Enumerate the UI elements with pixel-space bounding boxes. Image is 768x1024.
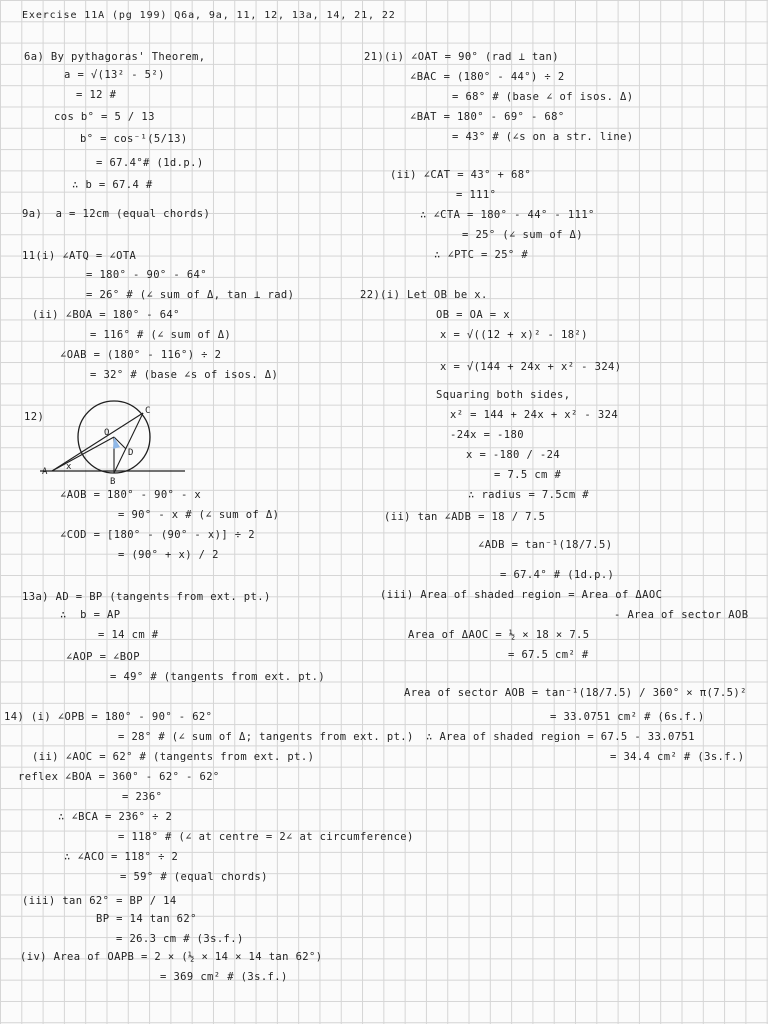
q22-line-12: ∠ADB = tan⁻¹(18/7.5) (478, 539, 613, 551)
q14-line-6: ∴ ∠BCA = 236° ÷ 2 (58, 811, 173, 823)
q13a-line-1: 13a) AD = BP (tangents from ext. pt.) (22, 591, 271, 603)
q21-line-4: ∠BAT = 180° - 69° - 68° (410, 111, 565, 123)
q21-line-2: ∠BAC = (180° - 44°) ÷ 2 (410, 71, 565, 83)
q11-line-1: 11(i) ∠ATQ = ∠OTA (22, 250, 137, 262)
q14-line-2: = 28° # (∠ sum of Δ; tangents from ext. pt.) (118, 731, 414, 743)
q12-line-1: ∠AOB = 180° - 90° - x (60, 489, 202, 501)
diagram-label-b: B (110, 477, 116, 487)
q14-line-14: = 369 cm² # (3s.f.) (160, 971, 288, 983)
q21-line-3: = 68° # (base ∠ of isos. Δ) (452, 91, 634, 103)
q6a-line-6: = 67.4°# (1d.p.) (96, 157, 204, 169)
diagram-label-x: x (66, 462, 72, 472)
q21-line-9: = 25° (∠ sum of Δ) (462, 229, 583, 241)
q12-line-4: = (90° + x) / 2 (118, 549, 219, 561)
q14-line-13: (iv) Area of OAPB = 2 × (½ × 14 × 14 tan 62°) (20, 951, 323, 963)
diagram-label-o: O (104, 428, 110, 438)
q13a-line-5: = 49° # (tangents from ext. pt.) (110, 671, 326, 683)
diagram-label-a: A (42, 467, 48, 477)
q22-line-20: ∴ Area of shaded region = 67.5 - 33.0751 (426, 731, 695, 743)
q14-line-1: 14) (i) ∠OPB = 180° - 90° - 62° (4, 711, 213, 723)
q13a-line-2: ∴ b = AP (60, 609, 121, 621)
line-a-to-o (52, 437, 114, 471)
q22-line-9: = 7.5 cm # (494, 469, 562, 481)
q22-line-8: x = -180 / -24 (466, 449, 561, 461)
q6a-line-4: cos b° = 5 / 13 (54, 111, 155, 123)
q22-line-2: OB = OA = x (436, 309, 510, 321)
q21-line-7: = 111° (456, 189, 497, 201)
q22-line-17: = 67.5 cm² # (508, 649, 589, 661)
q22-line-13: = 67.4° # (1d.p.) (500, 569, 615, 581)
q12-label: 12) (24, 411, 45, 423)
q21-line-6: (ii) ∠CAT = 43° + 68° (390, 169, 532, 181)
q6a-line-3: = 12 # (76, 89, 117, 101)
circle-tangent-diagram (40, 395, 190, 485)
q6a-line-7: ∴ b = 67.4 # (72, 179, 153, 191)
diagram-label-d: D (128, 448, 134, 458)
q13a-line-4: ∠AOP = ∠BOP (66, 651, 140, 663)
q22-line-6: x² = 144 + 24x + x² - 324 (450, 409, 619, 421)
q11-line-6: ∠OAB = (180° - 116°) ÷ 2 (60, 349, 222, 361)
q6a-line-1: 6a) By pythagoras' Theorem, (24, 51, 206, 63)
q22-line-7: -24x = -180 (450, 429, 524, 441)
q21-line-8: ∴ ∠CTA = 180° - 44° - 111° (420, 209, 595, 221)
q14-line-7: = 118° # (∠ at centre = 2∠ at circumference) (118, 831, 414, 843)
q22-line-5: Squaring both sides, (436, 389, 571, 401)
q14-line-3: (ii) ∠AOC = 62° # (tangents from ext. pt.) (32, 751, 315, 763)
q22-line-15: - Area of sector AOB (614, 609, 749, 621)
q11-line-2: = 180° - 90° - 64° (86, 269, 207, 281)
q22-line-4: x = √(144 + 24x + x² - 324) (440, 361, 622, 373)
q14-line-10: (iii) tan 62° = BP / 14 (22, 895, 177, 907)
q21-line-5: = 43° # (∠s on a str. line) (452, 131, 634, 143)
q14-line-11: BP = 14 tan 62° (96, 913, 197, 925)
q22-line-3: x = √((12 + x)² - 18²) (440, 329, 588, 341)
q11-line-4: (ii) ∠BOA = 180° - 64° (32, 309, 180, 321)
q14-line-9: = 59° # (equal chords) (120, 871, 268, 883)
q22-line-21: = 34.4 cm² # (3s.f.) (610, 751, 745, 763)
q14-line-12: = 26.3 cm # (3s.f.) (116, 933, 244, 945)
q13a-line-3: = 14 cm # (98, 629, 159, 641)
q11-line-5: = 116° # (∠ sum of Δ) (90, 329, 232, 341)
q22-line-14: (iii) Area of shaded region = Area of ΔAOC (380, 589, 663, 601)
q22-line-1: 22)(i) Let OB be x. (360, 289, 488, 301)
q11-line-3: = 26° # (∠ sum of Δ, tan ⊥ rad) (86, 289, 295, 301)
q22-line-18: Area of sector AOB = tan⁻¹(18/7.5) / 360° × π(7.5)² (404, 687, 747, 699)
q21-line-10: ∴ ∠PTC = 25° # (434, 249, 529, 261)
q6a-line-2: a = √(13² - 5²) (64, 69, 165, 81)
q6a-line-5: b° = cos⁻¹(5/13) (80, 133, 188, 145)
q22-line-10: ∴ radius = 7.5cm # (468, 489, 589, 501)
diagram-label-c: C (145, 406, 151, 416)
q22-line-16: Area of ΔAOC = ½ × 18 × 7.5 (408, 629, 590, 641)
q22-line-19: = 33.0751 cm² # (6s.f.) (550, 711, 705, 723)
q12-line-2: = 90° - x # (∠ sum of Δ) (118, 509, 280, 521)
q22-line-11: (ii) tan ∠ADB = 18 / 7.5 (384, 511, 546, 523)
page-header: Exercise 11A (pg 199) Q6a, 9a, 11, 12, 13a, 14, 21, 22 (22, 10, 396, 21)
q11-line-7: = 32° # (base ∠s of isos. Δ) (90, 369, 279, 381)
q14-line-8: ∴ ∠ACO = 118° ÷ 2 (64, 851, 179, 863)
q9a-line-1: 9a) a = 12cm (equal chords) (22, 208, 211, 220)
q14-line-4: reflex ∠BOA = 360° - 62° - 62° (18, 771, 220, 783)
q21-line-1: 21)(i) ∠OAT = 90° (rad ⊥ tan) (364, 51, 559, 63)
q12-line-3: ∠COD = [180° - (90° - x)] ÷ 2 (60, 529, 255, 541)
q14-line-5: = 236° (122, 791, 163, 803)
